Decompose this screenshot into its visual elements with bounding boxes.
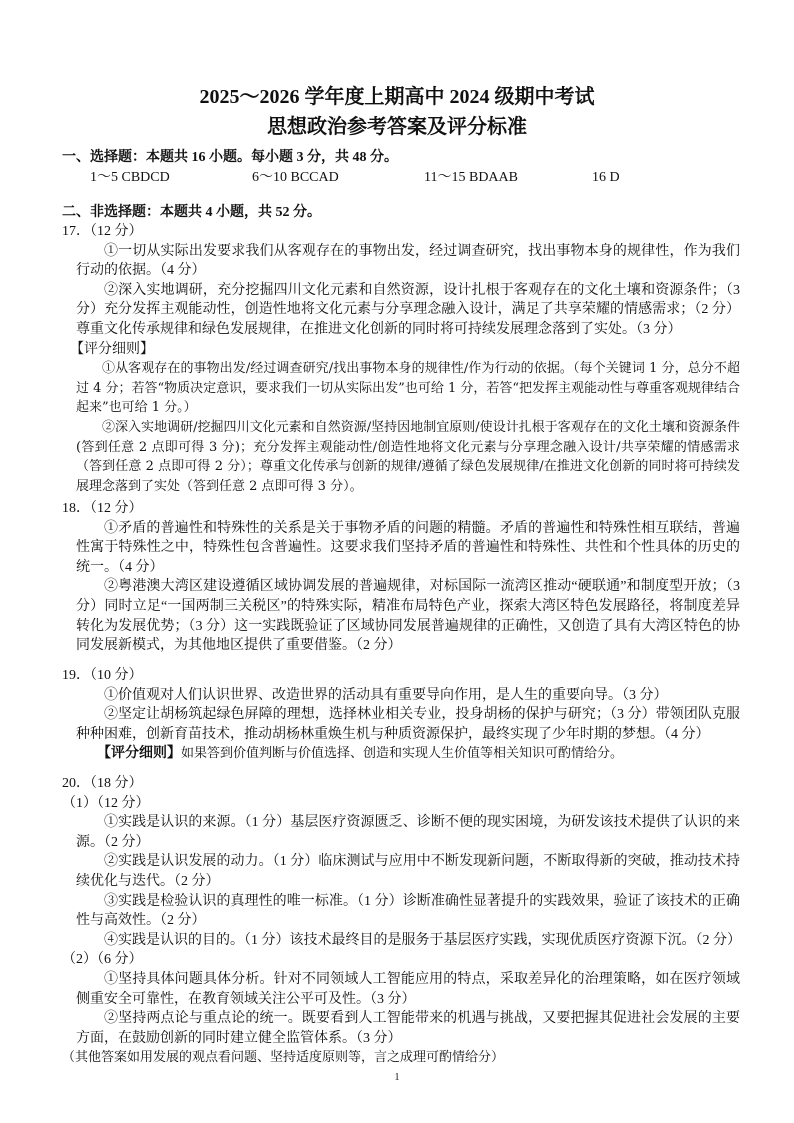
answer-group: 16 D	[592, 169, 620, 185]
question-label: 18．（12 分）	[62, 501, 143, 516]
question-18	[62, 499, 740, 656]
answer-paragraph: ②粤港澳大湾区建设遵循区域协调发展的普遍规律，对标国际一流湾区推动“硬联通”和制度型开放；（3 分）同时立足“一国两制三关税区”的特殊实际，精准布局特色产业，探索大湾区特色发展路径，将制度差异转化为发展优势；（3 分）这一实践既验证了区域协同发展普遍规律的正确性，又创造了具有大湾区特色的协同发展新模式，为其他地区提供了重要借鉴。（2 分）	[76, 579, 740, 654]
question-label: 17．（12 分）	[62, 224, 143, 239]
answer-paragraph: ①矛盾的普遍性和特殊性的关系是关于事物矛盾的问题的精髓。矛盾的普遍性和特殊性相互联结，普遍性寓于特殊性之中，特殊性包含普遍性。这要求我们坚持矛盾的普遍性和特殊性、共性和个性具体的历史的统一。（4 分）	[76, 520, 740, 575]
document-title: 2025～2026 学年度上期高中 2024 级期中考试	[199, 86, 595, 108]
answer-paragraph: ①坚持具体问题具体分析。针对不同领域人工智能应用的特点，采取差异化的治理策略，如在医疗领域侧重安全可靠性，在教育领域关注公平可及性。（3 分）	[76, 971, 740, 1007]
answer-paragraph: ④实践是认识的目的。（1 分）该技术最终目的是服务于基层医疗实践，实现优质医疗资源下沉。（2 分）	[104, 932, 741, 948]
rubric-line	[76, 744, 740, 764]
question-20	[62, 774, 741, 1068]
section-heading: 二、非选择题：本题共 4 小题，共 52 分。	[62, 205, 321, 220]
answer-paragraph: ②实践是认识发展的动力。（1 分）临床测试与应用中不断发现新问题，不断取得新的突破，推动技术持续优化与迭代。（2 分）	[76, 854, 740, 889]
answer-paragraph: ②坚持两点论与重点论的统一。既要看到人工智能带来的机遇与挑战，又要把握其促进社会发展的主要方面，在鼓励创新的同时建立健全监管体系。（3 分）	[76, 1011, 740, 1046]
section-heading: 一、选择题：本题共 16 小题。每小题 3 分，共 48 分。	[62, 150, 398, 165]
answer-paragraph: ②坚定让胡杨筑起绿色屏障的理想，选择林业相关专业，投身胡杨的保护与研究；（3 分）带领团队克服种种困难，创新育苗技术，推动胡杨林重焕生机与种质资源保护，最终实现了少年时期的梦想。（4 分）	[76, 707, 740, 742]
question-17	[62, 222, 741, 496]
question-label: 20．（18 分）	[62, 776, 143, 791]
answer-paragraph: ②深入实地调研，充分挖掘四川文化元素和自然资源，设计扎根于客观存在的文化土壤和资源条件；（3 分）充分发挥主观能动性，创造性地将文化元素与分享理念融入设计，满足了共享荣耀的情感需求；（2 分）尊重文化传承规律和绿色发展规律，在推进文化创新的同时将可持续发展理念落到了实处。（3 分）	[76, 282, 740, 337]
document-subtitle: 思想政治参考答案及评分标准	[267, 116, 527, 138]
answer-key	[62, 168, 742, 188]
answer-group: 6～10 BCCAD	[252, 169, 339, 185]
section-multiple-choice	[62, 148, 742, 187]
answer-group: 11～15 BDAAB	[424, 169, 518, 185]
answer-paragraph: ①价值观对人们认识世界、改造世界的活动具有重要导向作用，是人生的重要向导。（3 分）	[104, 687, 668, 703]
answer-paragraph: ①实践是认识的来源。（1 分）基层医疗资源匮乏、诊断不便的现实困境，为研发该技术提供了认识的来源。（2 分）	[76, 815, 740, 850]
question-19	[62, 666, 740, 764]
rubric-paragraph: ②深入实地调研/挖掘四川文化元素和自然资源/坚持因地制宜原则/使设计扎根于客观存在的文化土壤和资源条件(答到任意 2 点即可得 3 分)；充分发挥主观能动性/创造性地将文化元素与分享理念融入设计/共享荣耀的情感需求（答到任意 2 点即可得 2 分）；尊重文化传承与创新的规律/遵循了绿色发展规律/在推进文化创新的同时将可持续发展理念落到了实处（答到任意 2 点即可得 3 分）。	[76, 419, 740, 494]
grading-note: （其他答案如用发展的观点看问题、坚持适度原则等，言之成理可酌情给分）	[62, 1050, 505, 1066]
question-label: 19．（10 分）	[62, 668, 143, 683]
answer-paragraph: ③实践是检验认识的真理性的唯一标准。（1 分）诊断准确性显著提升的实践效果，验证了该技术的正确性与高效性。（2 分）	[76, 893, 740, 929]
part-label: （2）（6 分）	[62, 952, 143, 968]
answer-paragraph: ①一切从实际出发要求我们从客观存在的事物出发，经过调查研究，找出事物本身的规律性，作为我们行动的依据。（4 分）	[76, 243, 740, 279]
rubric-text: 如果答到价值判断与价值选择、创造和实现人生价值等相关知识可酌情给分。	[181, 746, 624, 762]
rubric-label: 【评分细则】	[70, 341, 154, 357]
answer-group: 1～5 CBDCD	[90, 169, 170, 185]
rubric-label: 【评分细则】	[97, 746, 181, 762]
rubric-paragraph: ①从客观存在的事物出发/经过调查研究/找出事物本身的规律性/作为行动的依据。（每个关键词 1 分，总分不超过 4 分；若答“物质决定意识，要求我们一切从实际出发”也可给 1 分，若答“把发挥主观能动性与尊重客观规律结合起来”也可给 1 分。）	[76, 361, 741, 416]
part-label: （1）（12 分）	[62, 795, 150, 811]
page-number: 1	[394, 1072, 400, 1083]
